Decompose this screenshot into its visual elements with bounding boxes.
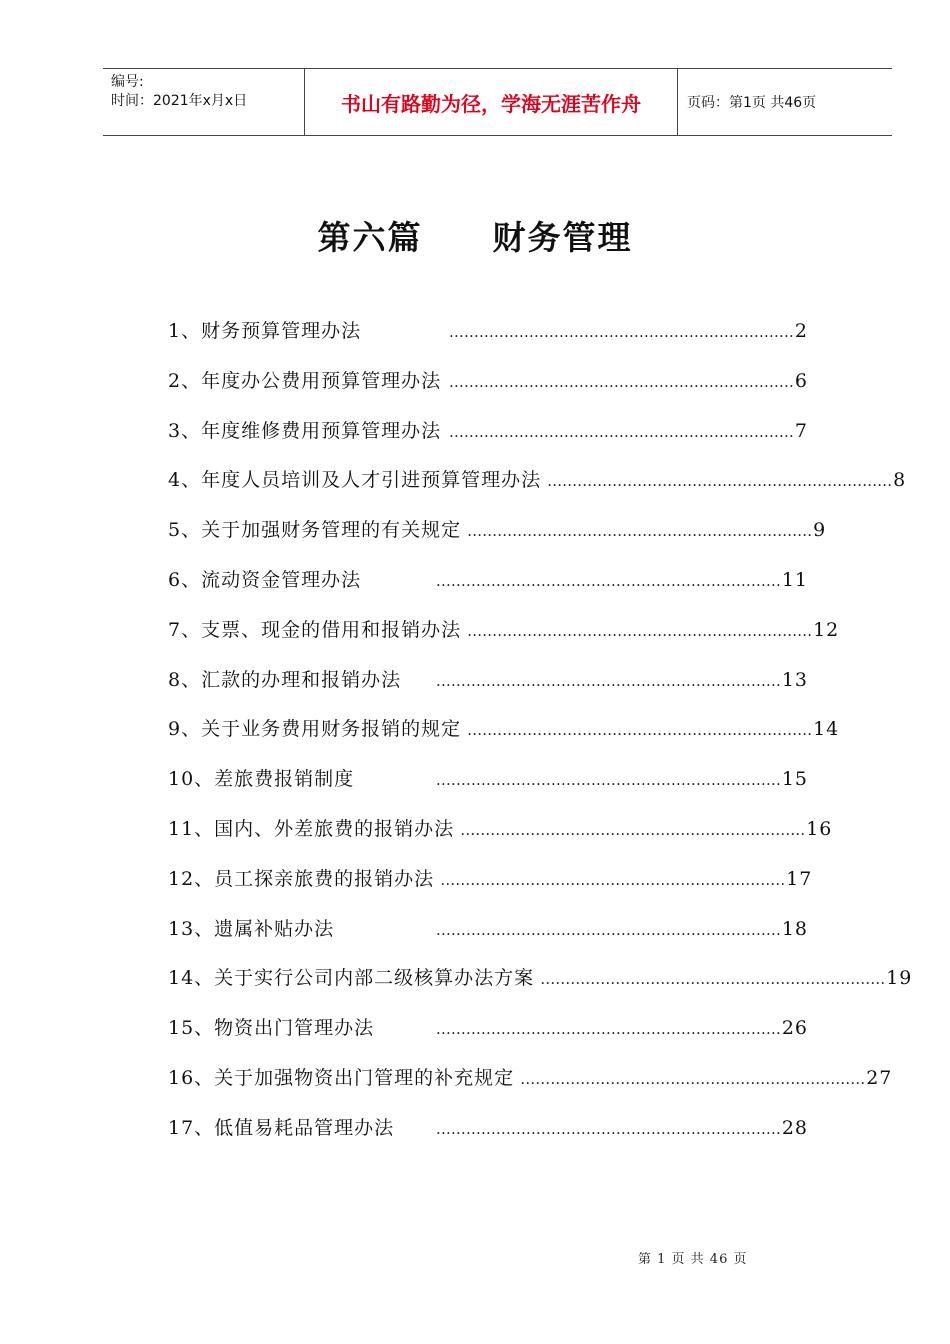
toc-entry-label: 13、遗属补贴办法 (168, 917, 335, 940)
toc-entry-label: 2、年度办公费用预算管理办法 (168, 369, 442, 392)
toc-entry-page: 19 (886, 967, 913, 990)
toc-entry[interactable] (168, 814, 833, 864)
toc-entry-page: 26 (781, 1017, 808, 1040)
number-label: 编号: (111, 74, 144, 90)
toc-entry[interactable] (168, 764, 808, 814)
toc-entry[interactable] (168, 366, 808, 416)
toc-leader-dots: …………………………………………………………… (435, 571, 781, 590)
toc-entry[interactable] (168, 615, 840, 665)
toc-leader-dots: …………………………………………………………… (467, 522, 813, 541)
toc-entry-page: 27 (866, 1066, 893, 1089)
toc-entry-page: 12 (813, 618, 840, 641)
toc-entry[interactable] (168, 1013, 808, 1063)
toc-entry-label: 10、差旅费报销制度 (168, 768, 355, 791)
toc-entry[interactable] (168, 665, 808, 715)
toc-leader-dots: …………………………………………………………… (540, 970, 886, 989)
table-of-contents (168, 316, 913, 1163)
toc-leader-dots: …………………………………………………………… (435, 771, 781, 790)
toc-entry-label: 6、流动资金管理办法 (168, 568, 362, 591)
toc-entry-label: 11、国内、外差旅费的报销办法 (168, 817, 455, 840)
toc-leader-dots: …………………………………………………………… (435, 920, 781, 939)
toc-entry-page: 11 (781, 568, 808, 591)
toc-entry[interactable] (168, 864, 813, 914)
toc-entry-page: 9 (813, 519, 827, 542)
toc-entry-label: 16、关于加强物资出门管理的补充规定 (168, 1066, 515, 1089)
toc-entry-page: 18 (781, 917, 808, 940)
toc-entry[interactable] (168, 416, 808, 466)
toc-entry-page: 14 (813, 718, 840, 741)
toc-entry-label: 3、年度维修费用预算管理办法 (168, 419, 442, 442)
document-title: 第六篇 财务管理 (317, 218, 633, 257)
toc-leader-dots: …………………………………………………………… (448, 323, 794, 341)
toc-entry-label: 12、员工探亲旅费的报销办法 (168, 867, 435, 890)
toc-entry-label: 1、财务预算管理办法 (168, 320, 362, 342)
toc-entry[interactable] (168, 1063, 893, 1113)
toc-entry-label: 9、关于业务费用财务报销的规定 (168, 718, 462, 741)
toc-entry-label: 7、支票、现金的借用和报销办法 (168, 618, 462, 641)
page-footer: 第 1 页 共 46 页 (638, 1252, 748, 1267)
toc-entry[interactable] (168, 714, 840, 764)
toc-entry-label: 15、物资出门管理办法 (168, 1017, 375, 1040)
toc-leader-dots: …………………………………………………………… (467, 721, 813, 740)
header-page-info (678, 69, 892, 135)
toc-entry-label: 8、汇款的办理和报销办法 (168, 668, 402, 691)
toc-entry[interactable] (168, 515, 827, 565)
toc-leader-dots: …………………………………………………………… (467, 621, 813, 640)
toc-entry[interactable] (168, 316, 808, 366)
toc-entry-page: 13 (781, 668, 808, 691)
toc-leader-dots: …………………………………………………………… (460, 820, 806, 839)
toc-entry[interactable] (168, 565, 808, 615)
header-meta (103, 69, 304, 135)
page-header (103, 68, 892, 136)
header-motto (304, 69, 678, 135)
toc-leader-dots: …………………………………………………………… (448, 422, 794, 441)
toc-entry-page: 2 (794, 320, 808, 342)
toc-entry-label: 5、关于加强财务管理的有关规定 (168, 519, 462, 542)
toc-entry[interactable] (168, 914, 808, 964)
toc-leader-dots: …………………………………………………………… (440, 870, 786, 889)
toc-entry-page: 8 (893, 469, 907, 492)
toc-entry-label: 14、关于实行公司内部二级核算办法方案 (168, 967, 535, 990)
motto-text: 书山有路勤为径，学海无涯苦作舟 (341, 91, 641, 116)
toc-entry-page: 28 (781, 1116, 808, 1139)
toc-entry-label: 4、年度人员培训及人才引进预算管理办法 (168, 469, 542, 492)
toc-leader-dots: …………………………………………………………… (435, 671, 781, 690)
toc-leader-dots: …………………………………………………………… (520, 1069, 866, 1088)
toc-entry-page: 6 (794, 369, 808, 392)
toc-entry-page: 7 (794, 419, 808, 442)
toc-entry-page: 16 (806, 817, 833, 840)
toc-entry[interactable] (168, 1113, 808, 1163)
toc-leader-dots: …………………………………………………………… (435, 1119, 781, 1138)
toc-entry[interactable] (168, 963, 913, 1013)
toc-entry-page: 17 (786, 867, 813, 890)
toc-entry-label: 17、低值易耗品管理办法 (168, 1116, 395, 1139)
toc-entry[interactable] (168, 465, 907, 515)
date-label: 时间：2021年x月x日 (111, 93, 248, 109)
toc-leader-dots: …………………………………………………………… (448, 372, 794, 391)
toc-leader-dots: …………………………………………………………… (547, 472, 893, 491)
toc-leader-dots: …………………………………………………………… (435, 1020, 781, 1039)
toc-entry-page: 15 (781, 768, 808, 791)
page-info-text: 页码：第1页 共46页 (687, 95, 817, 111)
